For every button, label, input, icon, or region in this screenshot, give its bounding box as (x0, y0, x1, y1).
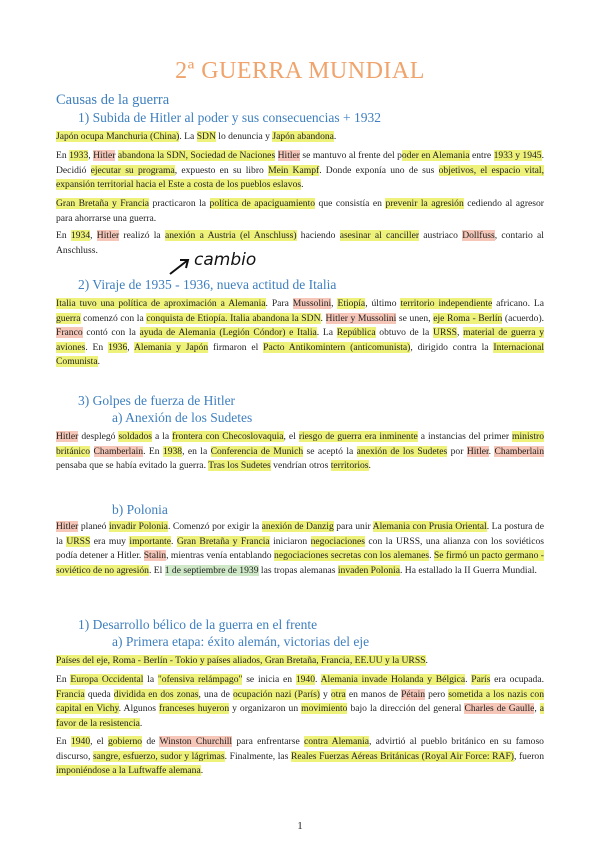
highlighted-text: otra (330, 688, 346, 700)
highlighted-text: Japón abandona (272, 131, 334, 142)
paragraph-4 (56, 229, 544, 258)
highlighted-text: República (336, 327, 376, 339)
highlighted-text: Alemania con Prusia Oriental (372, 521, 487, 532)
text-run: lo denuncia y (215, 131, 273, 142)
highlighted-text: París (471, 674, 491, 685)
text-run: , (90, 230, 97, 241)
subsection-title-2: 2) Viraje de 1935 - 1936, nueva actitud de Italia (78, 277, 337, 292)
text-run: , (534, 703, 540, 715)
text-run: entre (469, 150, 494, 161)
highlighted-text: 1 de septiembre de 1939 (164, 564, 259, 576)
text-run: . La (316, 327, 337, 339)
text-run: era ocupada. (490, 674, 545, 685)
highlighted-text: invaden Polonia (337, 564, 400, 576)
text-run: , una de (198, 688, 233, 700)
highlighted-text: sangre, esfuerzo, sudor y lágrimas (92, 750, 225, 762)
text-run: la (143, 674, 158, 685)
paragraph-1 (56, 130, 544, 145)
text-run: . Algunos (118, 703, 160, 715)
text-run: pero (425, 688, 449, 700)
highlighted-text: movimiento (301, 703, 348, 715)
text-run: planeó (78, 521, 109, 532)
text-run: se aceptó la (303, 445, 357, 457)
text-run: pensaba que se había evitado la guerra. (56, 460, 209, 472)
highlighted-text: Se firmó un (433, 550, 482, 562)
text-run: . (333, 131, 337, 142)
text-run: . (488, 445, 495, 457)
text-run: vendrían otros (270, 460, 331, 472)
highlighted-text: Alemania y Japón (133, 341, 209, 353)
highlighted-text: Pétain (401, 688, 426, 700)
highlighted-text: 1934 (70, 230, 91, 241)
paragraph-3 (56, 197, 544, 226)
highlighted-text: dividida en dos zonas (113, 688, 199, 700)
highlighted-text: Tras los Sudetes (208, 460, 271, 472)
highlighted-text: a favor de la resistencia (56, 703, 545, 729)
subsection-title-3b: b) Polonia (112, 502, 168, 517)
text-run: . Donde exponía uno de sus (319, 164, 439, 176)
highlighted-text: Conferencia de Munich (210, 445, 304, 457)
text-run: a la (152, 431, 173, 442)
text-run: . (179, 131, 182, 142)
highlighted-text: Hitler (96, 230, 120, 241)
subsection-title-3a: a) Anexión de los Sudetes (112, 410, 253, 425)
text-run: de (142, 736, 160, 747)
highlighted-text: anexión a Austria (el Anschluss) (164, 230, 297, 241)
highlighted-text: sometida a los nazis con capital en Vichy (56, 688, 544, 715)
highlighted-text: territorios (330, 460, 369, 472)
paragraph-2 (56, 149, 544, 193)
highlighted-text: Hitler (277, 150, 300, 161)
text-run: . (170, 535, 177, 547)
highlighted-text: anexión de los Sudetes (356, 445, 448, 457)
highlighted-text: territorio independiente (400, 298, 493, 309)
highlighted-text: Chamberlain (93, 445, 144, 457)
text-run: se unen, (396, 312, 434, 324)
highlighted-text: asesinar al canciller (339, 230, 420, 241)
highlighted-text: franceses huyeron (159, 703, 230, 715)
text-run: . Decidió (56, 150, 545, 176)
highlighted-text: política de apaciguamiento (209, 198, 316, 209)
text-run: . (315, 674, 321, 685)
subsection-title-3: 3) Golpes de fuerza de Hitler (78, 393, 236, 408)
paragraph-10 (56, 735, 544, 779)
text-run: , último (365, 298, 401, 309)
text-run: africano. La (492, 298, 545, 309)
highlighted-text: Hitler (56, 431, 79, 442)
text-run: , en la (182, 445, 211, 457)
page-number: 1 (297, 820, 303, 832)
paragraph-7 (56, 520, 544, 578)
highlighted-text: 1940 (295, 674, 315, 685)
highlighted-text: Europa Occidental (70, 674, 144, 685)
text-run: , dirigido contra la (410, 341, 494, 353)
text-run: iniciaron (269, 535, 311, 547)
page-title: 2ª GUERRA MUNDIAL (175, 58, 425, 84)
highlighted-text: SDN (196, 131, 216, 142)
text-run: . Ha estallado la II Guerra Mundial. (399, 564, 537, 576)
text-run: , expuesto en su libro (174, 164, 269, 176)
highlighted-text: Hitler (93, 150, 116, 161)
highlighted-text: negociaciones secretas con los alemanes (274, 550, 430, 562)
highlighted-text: URSS (433, 327, 458, 339)
highlighted-text: Gran Bretaña y Francia (176, 535, 270, 547)
highlighted-text: objetivos, el espacio vital, expansión territorial hacia el Este a costa de los pueblos eslavos (56, 164, 545, 191)
text-run: . (97, 356, 100, 368)
text-run: . (465, 674, 472, 685)
highlighted-text: 1933 (69, 150, 89, 161)
highlighted-text: Japón ocupa Manchuria (China) (56, 131, 180, 142)
handwritten-word: cambio (194, 250, 257, 270)
highlighted-text: imponiéndose a la Luftwaffe alemana (56, 765, 201, 777)
highlighted-text: 1938 (162, 445, 183, 457)
highlighted-text: Stalin (143, 550, 167, 562)
text-run: bajo la dirección del general (347, 703, 465, 715)
text-run: , contario al Anschluss. (56, 230, 544, 256)
text-run: . (139, 717, 143, 729)
highlighted-text: Países del eje, Roma - Berlín - Tokio y países aliados, Gran Bretaña, Francia, EE.UU y la URSS (56, 655, 426, 666)
highlighted-text: riesgo de guerra era inminente (298, 431, 418, 442)
highlighted-text: oder en Alemania (401, 150, 470, 161)
text-run: , (127, 341, 134, 353)
text-run: las tropas alemanas (258, 564, 338, 576)
text-run: . La postura de la (56, 521, 544, 547)
handwritten-annotation (166, 250, 276, 278)
highlighted-text: Internacional Comunista (56, 341, 544, 368)
text-run: que consistía en (315, 198, 386, 209)
highlighted-text: guerra (56, 312, 81, 324)
highlighted-text: ocupación nazi (París) (232, 688, 320, 700)
text-run: austriaco (419, 230, 463, 241)
highlighted-text: 1940 (70, 736, 91, 747)
highlighted-text: Italia tuvo una política de aproximación a Alemania (56, 298, 266, 309)
highlighted-text: Alemania invade Holanda y Bélgica (320, 674, 466, 685)
text-run: con la URSS, una alianza con los soviéticos podía detener a Hitler. (56, 535, 544, 562)
highlighted-text: anexión de Danzig (261, 521, 334, 532)
highlighted-text: Pacto Antikomintern (anticomunista) (263, 341, 411, 353)
subsection-title-develop-a: a) Primera etapa: éxito alemán, victorias del eje (112, 634, 370, 649)
text-run: . (429, 550, 434, 562)
highlighted-text: ejecutar su programa (90, 164, 175, 176)
text-run: . (368, 460, 371, 472)
highlighted-text: Hitler (56, 521, 79, 532)
text-run: , advirtió al pueblo británico en su famoso discurso, (56, 736, 544, 762)
text-run: y organizaron un (229, 703, 302, 715)
highlighted-text: frontera con Checoslovaquia (172, 431, 284, 442)
highlighted-text: invadir Polonia (108, 521, 168, 532)
text-run: . Finalmente, las (224, 750, 291, 762)
highlighted-text: ayuda de Alemania (Legión Cóndor) e Italia (139, 327, 317, 339)
text-run: firmaron el (208, 341, 264, 353)
text-run: En (56, 150, 70, 161)
highlighted-text: Franco (56, 327, 83, 339)
text-run: , fueron (514, 750, 544, 762)
text-run: , (331, 298, 338, 309)
text-run: . Para (265, 298, 293, 309)
text-run: en manos de (345, 688, 402, 700)
highlighted-text: Mussolini (292, 298, 332, 309)
highlighted-text: gobierno (107, 736, 143, 747)
text-run: era muy (90, 535, 130, 547)
text-run: . (200, 765, 204, 777)
highlighted-text: 1933 y 1945 (493, 150, 542, 161)
text-run: comenzó con la (80, 312, 147, 324)
highlighted-text: contra Alemania (303, 736, 369, 747)
highlighted-text: Winston Churchill (159, 736, 233, 747)
text-run: cediendo al agresor para ahorrarse una guerra. (56, 198, 544, 224)
text-run: . (320, 312, 326, 324)
highlighted-text: negociaciones (310, 535, 365, 547)
paragraph-6 (56, 430, 544, 474)
text-run: . En (85, 341, 109, 353)
highlighted-text: 1936 (108, 341, 128, 353)
text-run: , (457, 327, 464, 339)
paragraph-9 (56, 673, 544, 731)
highlighted-text: conquista de Etiopía. Italia abandona la SDN (146, 312, 321, 324)
highlighted-text: prevenir la agresión (385, 198, 464, 209)
text-run: . Comenzó por exigir la (167, 521, 262, 532)
highlighted-text: Francia (56, 688, 85, 700)
text-run: . (301, 179, 304, 191)
highlighted-text: "ofensiva relámpago" (157, 674, 243, 685)
text-run: , (88, 150, 94, 161)
text-run: se mantuvo al frente del p (300, 150, 402, 161)
text-run: En (56, 736, 71, 747)
text-run (90, 446, 93, 457)
highlighted-text: Chamberlain (494, 445, 545, 457)
highlighted-text: Gran Bretaña y Francia (56, 198, 150, 209)
highlighted-text: Hitler (466, 445, 489, 457)
text-run: La (181, 131, 197, 142)
text-run: y (320, 688, 331, 700)
text-run: . En (143, 445, 163, 457)
text-run: , mientras venía entablando (166, 550, 275, 562)
text-run: En (56, 674, 71, 685)
text-run: . (425, 655, 428, 666)
text-run: desplegó (78, 431, 119, 442)
text-run: contó con la (82, 327, 140, 339)
highlighted-text: Dollfuss (462, 230, 495, 241)
text-run: . El (148, 564, 165, 576)
text-run: para enfrentarse (232, 736, 304, 747)
text-run: haciendo (296, 230, 340, 241)
text-run: En (56, 230, 71, 241)
highlighted-text: material de guerra y aviones (56, 327, 544, 353)
text-run: obtuvo de la (375, 327, 434, 339)
text-run: para unir (333, 521, 373, 532)
text-run: queda (84, 688, 114, 700)
text-run: , el (283, 431, 299, 442)
highlighted-text: soldados (118, 431, 153, 442)
text-run: practicaron la (149, 198, 210, 209)
subsection-title-develop: 1) Desarrollo bélico de la guerra en el frente (78, 617, 318, 632)
highlighted-text: URSS (66, 535, 91, 547)
subsection-title-1: 1) Subida de Hitler al poder y sus consecuencias + 1932 (78, 110, 382, 125)
text-run: se inicia en (242, 674, 296, 685)
text-run: (acuerdo). (502, 312, 545, 324)
highlighted-text: abandona la SDN, Sociedad de Naciones (117, 150, 276, 161)
section-heading-causas: Causas de la guerra (56, 92, 170, 108)
highlighted-text: ministro británico (56, 431, 544, 457)
text-run: a instancias del primer (417, 431, 513, 442)
highlighted-text: eje Roma - Berlín (433, 312, 503, 324)
text-run: , el (90, 736, 108, 747)
paragraph-5 (56, 297, 544, 370)
text-run: realizó la (119, 230, 165, 241)
highlighted-text: pacto germano - soviético de no agresión (56, 550, 544, 576)
paragraph-8 (56, 654, 544, 669)
highlighted-text: Etiopía (337, 298, 366, 309)
highlighted-text: Mein Kampf (268, 164, 320, 176)
highlighted-text: Hitler y Mussolini (325, 312, 397, 324)
text-run: por (447, 445, 467, 457)
highlighted-text: Charles de Gaulle (464, 703, 535, 715)
highlighted-text: Reales Fuerzas Aéreas Británicas (Royal Air Force: RAF) (290, 750, 514, 762)
highlighted-text: importante (129, 535, 171, 547)
